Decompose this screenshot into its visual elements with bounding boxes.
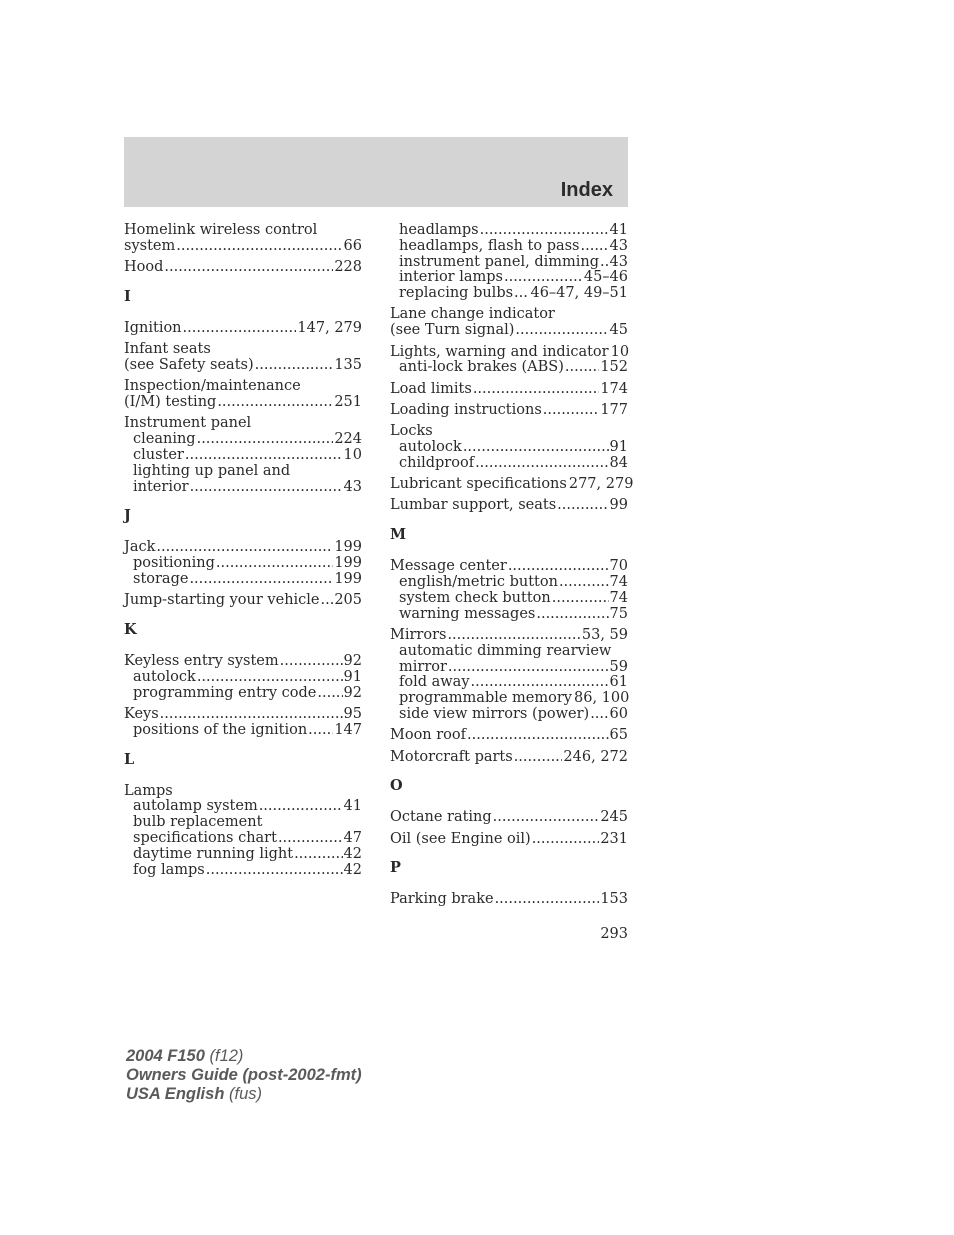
- index-subentry: [390, 440, 628, 456]
- entry-page: 92: [343, 653, 362, 670]
- dot-leader: [590, 707, 608, 723]
- dot-leader: [185, 448, 343, 464]
- index-subentry: [390, 286, 628, 302]
- entry-page: 99: [609, 497, 628, 514]
- entry-page: 84: [609, 454, 628, 471]
- entry-term: Octane rating: [390, 809, 492, 826]
- index-entry-line: [390, 403, 628, 419]
- entry-term: Hood: [124, 259, 164, 276]
- entry-term: lighting up panel and: [133, 462, 291, 479]
- entry-page: 41: [609, 222, 628, 238]
- entry-term: Parking brake: [390, 891, 494, 908]
- index-subentry: [390, 675, 628, 691]
- section-letter: O: [390, 777, 403, 795]
- entry-page: 246, 272: [563, 748, 628, 765]
- entry-page: 177: [600, 401, 628, 418]
- dot-leader: [559, 575, 609, 591]
- dot-leader: [189, 572, 333, 588]
- entry-page: 199: [334, 570, 362, 587]
- index-entry: [124, 707, 362, 739]
- dot-leader: [552, 591, 609, 607]
- index-entry-line: [390, 345, 628, 361]
- index-entry-line: [124, 784, 362, 800]
- dot-leader: [532, 832, 600, 848]
- entry-term: Motorcraft parts: [390, 748, 513, 765]
- index-entry-line: [390, 382, 628, 398]
- footer-language: USA English: [126, 1085, 225, 1103]
- entry-term: instrument panel, dimming: [399, 253, 599, 270]
- index-entry: [390, 750, 628, 766]
- entry-term: Message center: [390, 558, 507, 575]
- index-subentry: [390, 239, 628, 255]
- entry-page: 46–47, 49–51: [530, 285, 628, 302]
- index-entry: [390, 498, 628, 514]
- index-entry: [124, 654, 362, 701]
- entry-term: fold away: [399, 674, 470, 691]
- index-subentry: [124, 847, 362, 863]
- index-entry-line: [390, 307, 628, 323]
- footer: [126, 1047, 362, 1104]
- entry-page: 65: [609, 727, 628, 744]
- index-entry-line: [390, 832, 628, 848]
- entry-term: fog lamps: [133, 861, 205, 878]
- index-entry: [124, 784, 362, 879]
- index-entry-line: [390, 628, 628, 644]
- entry-term: mirror: [399, 658, 447, 675]
- index-entry: [390, 307, 628, 339]
- index-entry-line: [124, 540, 362, 556]
- index-entry-line: [390, 559, 628, 575]
- entry-page: 43: [609, 253, 628, 270]
- dot-leader: [308, 723, 333, 739]
- entry-page: 10: [610, 343, 630, 360]
- dot-leader: [278, 831, 343, 847]
- entry-term: cleaning: [133, 431, 196, 448]
- entry-page: 91: [343, 668, 362, 685]
- dot-leader: [565, 360, 599, 376]
- entry-term: warning messages: [399, 605, 536, 622]
- dot-leader: [504, 270, 583, 286]
- entry-term: system: [124, 237, 176, 254]
- entry-term: Loading instructions: [390, 401, 542, 418]
- index-subentry: [390, 660, 628, 676]
- entry-term: Lamps: [124, 782, 173, 799]
- index-entry: [390, 832, 628, 848]
- dot-leader: [600, 255, 609, 271]
- dot-leader: [508, 559, 609, 575]
- dot-leader: [514, 286, 529, 302]
- index-entry-line: [390, 498, 628, 514]
- entry-term: interior lamps: [399, 269, 503, 286]
- index-entry: [124, 379, 362, 411]
- index-entry-line: [390, 323, 628, 339]
- entry-term: storage: [133, 570, 189, 587]
- index-entry-line: [390, 476, 634, 493]
- index-entry-line: [124, 654, 362, 670]
- entry-term: headlamps, flash to pass: [399, 237, 580, 254]
- entry-page: 224: [334, 431, 362, 448]
- index-subentry: [390, 255, 628, 271]
- index-subentry: [390, 575, 628, 591]
- index-subentry: [390, 360, 628, 376]
- dot-leader: [467, 728, 609, 744]
- dot-leader: [557, 498, 608, 514]
- entry-page: 53, 59: [581, 626, 628, 643]
- index-entry: [124, 223, 362, 255]
- index-entry: [390, 476, 634, 493]
- index-subentry: [124, 670, 362, 686]
- entry-page: 42: [343, 845, 362, 862]
- index-entry-line: [124, 395, 362, 411]
- index-entry: [390, 892, 628, 908]
- index-entry-line: [124, 223, 362, 239]
- entry-page: 199: [334, 539, 362, 556]
- index-subentry: [124, 556, 362, 572]
- entry-term: autolock: [399, 439, 462, 456]
- index-subentry: [124, 831, 362, 847]
- index-entry-line: [124, 358, 362, 374]
- entry-page: 205: [334, 592, 362, 609]
- index-entry: [390, 424, 628, 471]
- index-entry: [390, 810, 628, 826]
- section-letter: J: [124, 507, 131, 525]
- index-entry-line: [124, 260, 362, 276]
- dot-leader: [581, 239, 609, 255]
- page-title: Index: [560, 179, 613, 201]
- dot-leader: [471, 675, 609, 691]
- entry-page: 147: [334, 721, 362, 738]
- dot-leader: [206, 863, 343, 879]
- entry-page: 86, 100: [574, 690, 630, 707]
- index-entry: [390, 382, 628, 398]
- entry-page: 45–46: [583, 269, 628, 286]
- index-entry: [124, 593, 362, 609]
- entry-page: 60: [609, 705, 628, 722]
- entry-term: specifications chart: [133, 829, 277, 846]
- entry-term: Lights, warning and indicator: [390, 343, 609, 360]
- index-subentry: [124, 686, 362, 702]
- entry-page: 199: [334, 555, 362, 572]
- section-letter: L: [124, 750, 135, 768]
- header-band: [124, 137, 628, 207]
- index-entry-line: [124, 239, 362, 255]
- dot-leader: [480, 223, 609, 239]
- entry-term: side view mirrors (power): [399, 705, 590, 722]
- dot-leader: [473, 382, 599, 398]
- index-entry-line: [390, 810, 628, 826]
- index-column-right: [390, 222, 634, 914]
- dot-leader: [495, 892, 600, 908]
- dot-leader: [493, 810, 600, 826]
- index-subentry: [124, 464, 362, 480]
- entry-page: 43: [343, 478, 362, 495]
- entry-term: Locks: [390, 423, 433, 440]
- section-letter: K: [124, 621, 137, 639]
- index-entry-line: [124, 593, 362, 609]
- entry-term: bulb replacement: [133, 814, 263, 831]
- entry-term: (I/M) testing: [124, 394, 217, 411]
- dot-leader: [463, 440, 609, 456]
- index-entry-line: [124, 416, 362, 432]
- entry-page: 43: [609, 237, 628, 254]
- index-subentry: [390, 456, 628, 472]
- entry-page: 135: [334, 356, 362, 373]
- index-entry: [390, 223, 628, 302]
- entry-term: childproof: [399, 454, 475, 471]
- index-entry: [124, 260, 362, 276]
- entry-term: Oil (see Engine oil): [390, 830, 531, 847]
- dot-leader: [217, 395, 333, 411]
- index-subentry: [124, 448, 362, 464]
- entry-term: english/metric button: [399, 574, 558, 591]
- entry-term: (see Safety seats): [124, 356, 254, 373]
- dot-leader: [183, 321, 297, 337]
- entry-page: 174: [600, 380, 628, 397]
- entry-page: 10: [343, 446, 362, 463]
- index-entry: [390, 728, 628, 744]
- index-subentry: [124, 480, 362, 496]
- entry-term: autolamp system: [133, 798, 258, 815]
- index-subentry: [124, 799, 362, 815]
- index-subentry: [124, 432, 362, 448]
- entry-term: Lane change indicator: [390, 306, 555, 323]
- entry-term: Mirrors: [390, 626, 447, 643]
- entry-page: 47: [343, 829, 362, 846]
- entry-page: 153: [600, 891, 628, 908]
- dot-leader: [543, 403, 600, 419]
- index-subentry: [390, 691, 628, 707]
- entry-page: 59: [609, 658, 628, 675]
- entry-page: 152: [600, 359, 628, 376]
- entry-term: positions of the ignition: [133, 721, 308, 738]
- index-entry: [124, 416, 362, 495]
- dot-leader: [255, 358, 334, 374]
- index-column-left: [124, 223, 362, 884]
- index-entry: [390, 403, 628, 419]
- entry-term: Inspection/maintenance: [124, 378, 301, 395]
- entry-term: Jump-starting your vehicle: [124, 592, 320, 609]
- entry-page: 91: [609, 439, 628, 456]
- entry-term: Load limits: [390, 380, 472, 397]
- entry-page: 95: [343, 705, 362, 722]
- index-entry: [390, 628, 628, 723]
- section-letter: I: [124, 287, 131, 305]
- entry-term: replacing bulbs: [399, 285, 514, 302]
- entry-term: interior: [133, 478, 189, 495]
- entry-term: programming entry code: [133, 684, 317, 701]
- dot-leader: [164, 260, 333, 276]
- dot-leader: [515, 323, 608, 339]
- index-subentry: [390, 223, 628, 239]
- entry-page: 61: [609, 674, 628, 691]
- index-entry-line: [124, 342, 362, 358]
- entry-term: headlamps: [399, 222, 479, 238]
- section-letter: P: [390, 859, 401, 877]
- dot-leader: [160, 707, 343, 723]
- index-entry-line: [390, 750, 628, 766]
- index-subentry: [390, 591, 628, 607]
- entry-term: Keys: [124, 705, 159, 722]
- dot-leader: [190, 480, 343, 496]
- entry-page: 42: [343, 861, 362, 878]
- index-entry: [124, 342, 362, 374]
- index-subentry: [390, 644, 628, 660]
- entry-page: 277, 279: [568, 476, 634, 493]
- entry-page: 251: [334, 394, 362, 411]
- index-entry: [124, 321, 362, 337]
- index-entry: [390, 345, 628, 377]
- index-entry: [390, 559, 628, 622]
- dot-leader: [197, 432, 334, 448]
- entry-term: Instrument panel: [124, 415, 252, 432]
- entry-term: automatic dimming rearview: [399, 642, 612, 659]
- dot-leader: [317, 686, 342, 702]
- footer-language-code: (fus): [229, 1085, 262, 1103]
- entry-term: Keyless entry system: [124, 653, 279, 670]
- entry-term: Moon roof: [390, 727, 467, 744]
- entry-page: 66: [343, 237, 362, 254]
- entry-page: 92: [343, 684, 362, 701]
- footer-line-1: [126, 1047, 362, 1066]
- dot-leader: [294, 847, 342, 863]
- footer-line-3: [126, 1085, 362, 1104]
- entry-term: Lubricant specifications: [390, 476, 567, 493]
- dot-leader: [156, 540, 333, 556]
- footer-line-2: [126, 1066, 362, 1085]
- entry-term: Lumbar support, seats: [390, 497, 557, 514]
- entry-page: 245: [600, 809, 628, 826]
- entry-page: 231: [600, 830, 628, 847]
- dot-leader: [176, 239, 342, 255]
- dot-leader: [216, 556, 333, 572]
- dot-leader: [321, 593, 334, 609]
- entry-term: daytime running light: [133, 845, 294, 862]
- index-subentry: [390, 607, 628, 623]
- entry-term: anti-lock brakes (ABS): [399, 359, 564, 376]
- entry-term: Homelink wireless control: [124, 222, 318, 238]
- dot-leader: [280, 654, 343, 670]
- index-entry-line: [124, 379, 362, 395]
- entry-term: cluster: [133, 446, 184, 463]
- entry-term: positioning: [133, 555, 215, 572]
- index-subentry: [390, 707, 628, 723]
- entry-term: Ignition: [124, 319, 182, 336]
- dot-leader: [448, 660, 609, 676]
- entry-page: 70: [609, 558, 628, 575]
- index-subentry: [124, 723, 362, 739]
- entry-term: Jack: [124, 539, 156, 556]
- dot-leader: [197, 670, 343, 686]
- index-subentry: [124, 815, 362, 831]
- index-entry-line: [390, 424, 628, 440]
- dot-leader: [536, 607, 608, 623]
- dot-leader: [447, 628, 580, 644]
- entry-page: 74: [609, 574, 628, 591]
- entry-term: (see Turn signal): [390, 322, 515, 339]
- dot-leader: [514, 750, 563, 766]
- page-number: 293: [600, 926, 628, 942]
- entry-page: 74: [609, 589, 628, 606]
- entry-term: autolock: [133, 668, 196, 685]
- index-entry-line: [390, 728, 628, 744]
- footer-guide: Owners Guide (post-2002-fmt): [126, 1066, 362, 1084]
- index-entry-line: [124, 321, 362, 337]
- index-subentry: [124, 572, 362, 588]
- dot-leader: [259, 799, 343, 815]
- footer-model-code: (f12): [209, 1047, 244, 1065]
- entry-page: 147, 279: [297, 319, 362, 336]
- entry-page: 41: [343, 798, 362, 815]
- index-entry-line: [390, 892, 628, 908]
- section-letter: M: [390, 526, 407, 544]
- index-subentry: [390, 270, 628, 286]
- index-entry-line: [124, 707, 362, 723]
- index-subentry: [124, 863, 362, 879]
- index-entry: [124, 540, 362, 587]
- entry-page: 45: [609, 322, 628, 339]
- entry-term: programmable memory: [399, 690, 572, 707]
- footer-model: 2004 F150: [126, 1047, 205, 1065]
- entry-term: system check button: [399, 589, 551, 606]
- entry-page: 228: [334, 259, 362, 276]
- entry-term: Infant seats: [124, 341, 211, 358]
- dot-leader: [475, 456, 608, 472]
- entry-page: 75: [609, 605, 628, 622]
